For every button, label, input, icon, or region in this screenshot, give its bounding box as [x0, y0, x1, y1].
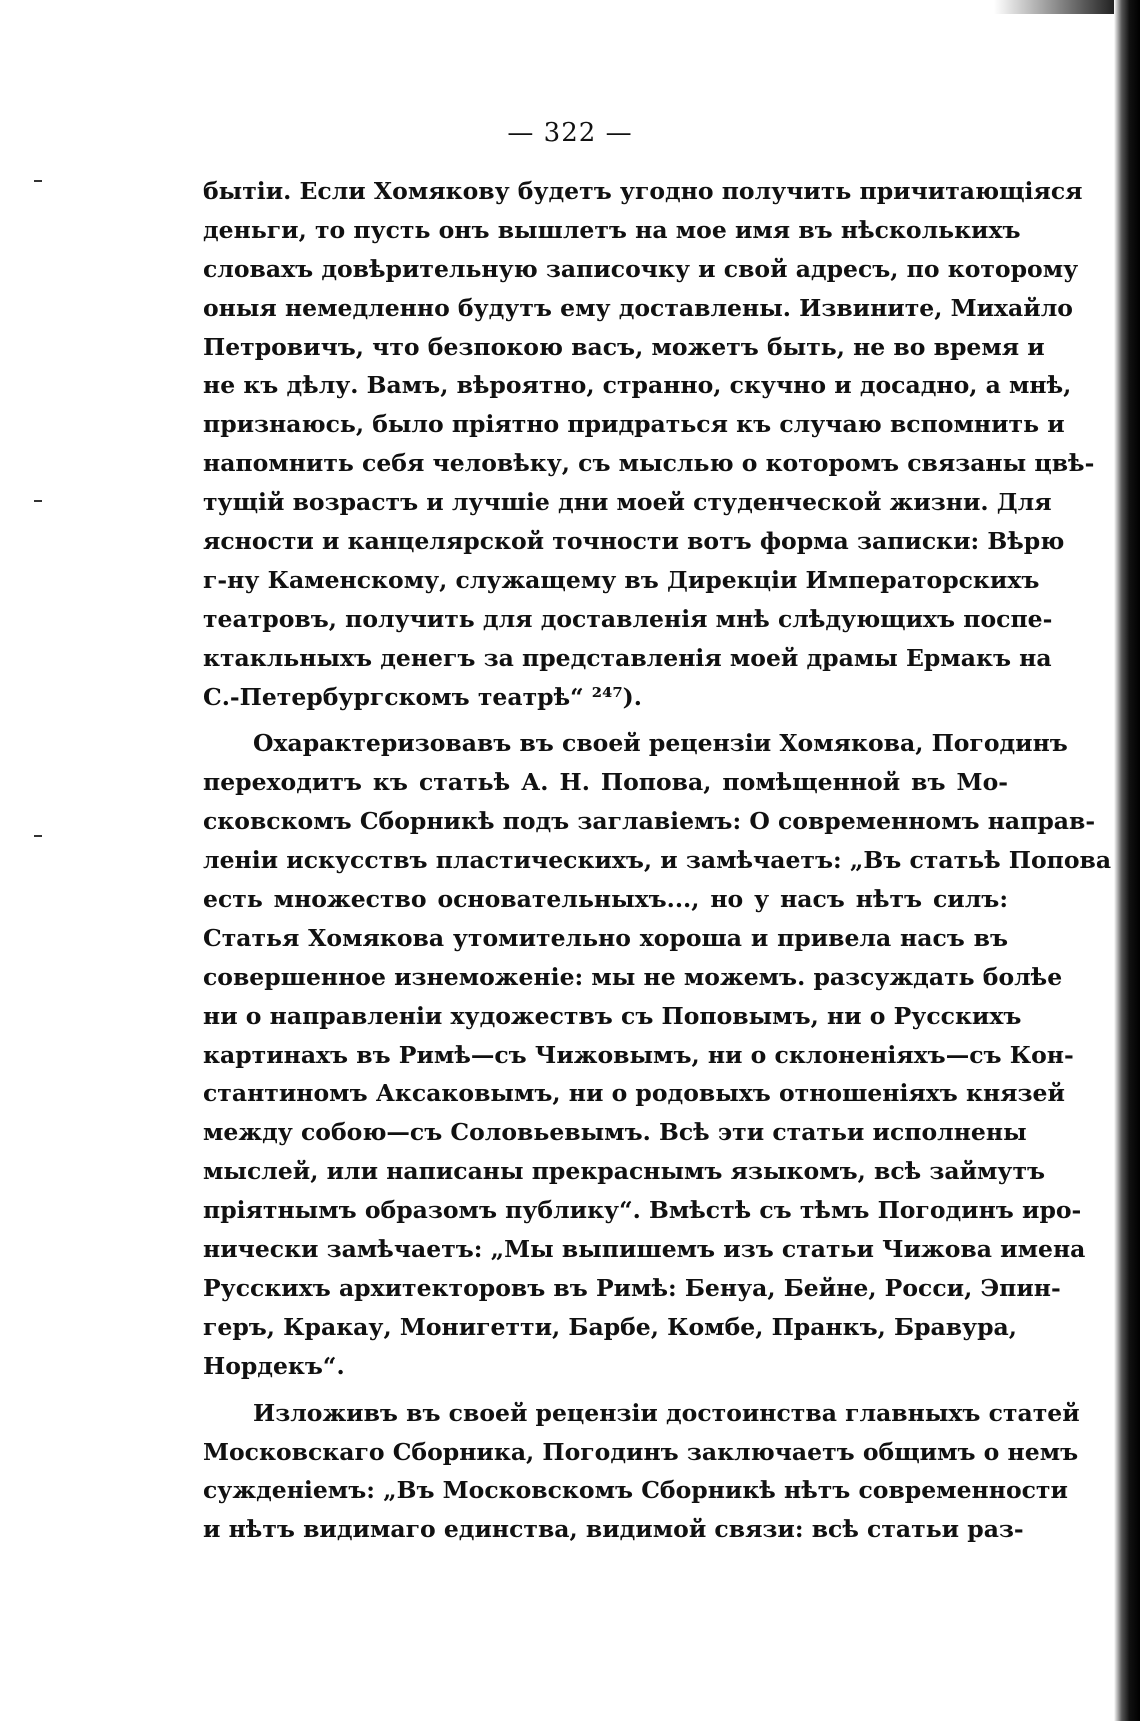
text-line: напомнить себя человѣку, съ мыслью о которомъ связаны цвѣ- — [203, 449, 1095, 478]
page-edge-shadow — [1114, 0, 1140, 1721]
page-body — [203, 172, 1112, 1557]
scan-speck — [34, 500, 42, 502]
text-line: Петровичъ, что безпокою васъ, можетъ быть, не во время и — [203, 332, 1045, 361]
text-line: сковскомъ Сборникѣ подъ заглавіемъ: О современномъ направ- — [203, 807, 1096, 836]
paragraph-2 — [203, 724, 1112, 1385]
text-line: г-ну Каменскому, служащему въ Дирекціи Императорскихъ — [203, 565, 1040, 594]
text-line: нически замѣчаетъ: „Мы выпишемъ изъ статьи Чижова имена — [203, 1235, 1086, 1264]
text-line: переходитъ къ статьѣ А. Н. Попова, помѣщенной въ Мо- — [203, 768, 1008, 797]
text-line: Охарактеризовавъ въ своей рецензіи Хомякова, Погодинъ — [253, 729, 1068, 758]
text-line: ясности и канцелярской точности вотъ форма записки: Вѣрю — [203, 527, 1065, 556]
text-line: мыслей, или написаны прекраснымъ языкомъ, всѣ займутъ — [203, 1157, 1046, 1186]
text-line: С.-Петербургскомъ театрѣ“ ²⁴⁷). — [203, 682, 642, 711]
text-line: Московскаго Сборника, Погодинъ заключаетъ общимъ о немъ — [203, 1437, 1079, 1466]
page-corner-shadow — [994, 0, 1114, 14]
text-line: стантиномъ Аксаковымъ, ни о родовыхъ отношеніяхъ князей — [203, 1079, 1065, 1108]
text-line: леніи искусствъ пластическихъ, и замѣчаетъ: „Въ статьѣ Попова — [203, 846, 1112, 875]
scan-speck — [34, 835, 42, 837]
text-line: тущій возрастъ и лучшіе дни моей студенческой жизни. Для — [203, 488, 1052, 517]
text-line: оныя немедленно будутъ ему доставлены. Извините, Михайло — [203, 293, 1073, 322]
text-line: совершенное изнеможеніе: мы не можемъ. разсуждать болѣе — [203, 962, 1063, 991]
text-line: Нордекъ“. — [203, 1351, 345, 1380]
text-line: пріятнымъ образомъ публику“. Вмѣстѣ съ тѣмъ Погодинъ иро- — [203, 1196, 1082, 1225]
text-line: театровъ, получить для доставленія мнѣ слѣдующихъ поспе- — [203, 604, 1053, 633]
text-line: картинахъ въ Римѣ—съ Чижовымъ, ни о склоненіяхъ—съ Кон- — [203, 1040, 1074, 1069]
text-line: деньги, то пусть онъ вышлетъ на мое имя въ нѣсколькихъ — [203, 215, 1021, 244]
page-number: — 322 — — [507, 118, 633, 148]
text-line: есть множество основательныхъ..., но у насъ нѣтъ силъ: — [203, 885, 1008, 914]
text-line: и нѣтъ видимаго единства, видимой связи: всѣ статьи раз- — [203, 1515, 1024, 1544]
text-line: признаюсь, было пріятно придраться къ случаю вспомнить и — [203, 410, 1065, 439]
text-line: словахъ довѣрительную записочку и свой адресъ, по которому — [203, 254, 1079, 283]
paragraph-3 — [203, 1394, 1080, 1550]
text-line: ктакльныхъ денегъ за представленія моей драмы Ермакъ на — [203, 643, 1052, 672]
text-line: сужденіемъ: „Въ Московскомъ Сборникѣ нѣтъ современности — [203, 1476, 1068, 1505]
text-line: Русскихъ архитекторовъ въ Римѣ: Бенуа, Бейне, Росси, Эпин- — [203, 1273, 1061, 1302]
text-line: Изложивъ въ своей рецензіи достоинства главныхъ статей — [253, 1398, 1080, 1427]
scan-speck — [34, 180, 42, 182]
text-line: не къ дѣлу. Вамъ, вѣроятно, странно, скучно и досадно, а мнѣ, — [203, 371, 1072, 400]
text-line: Статья Хомякова утомительно хороша и привела насъ въ — [203, 923, 1008, 952]
text-line: между собою—съ Соловьевымъ. Всѣ эти статьи исполнены — [203, 1118, 1027, 1147]
text-line: бытіи. Если Хомякову будетъ угодно получить причитающіяся — [203, 177, 1083, 205]
paragraph-1 — [203, 172, 1095, 716]
text-line: ни о направленіи художествъ съ Поповымъ, ни о Русскихъ — [203, 1001, 1022, 1030]
text-line: геръ, Кракау, Монигетти, Барбе, Комбе, Пранкъ, Бравура, — [203, 1312, 1017, 1341]
